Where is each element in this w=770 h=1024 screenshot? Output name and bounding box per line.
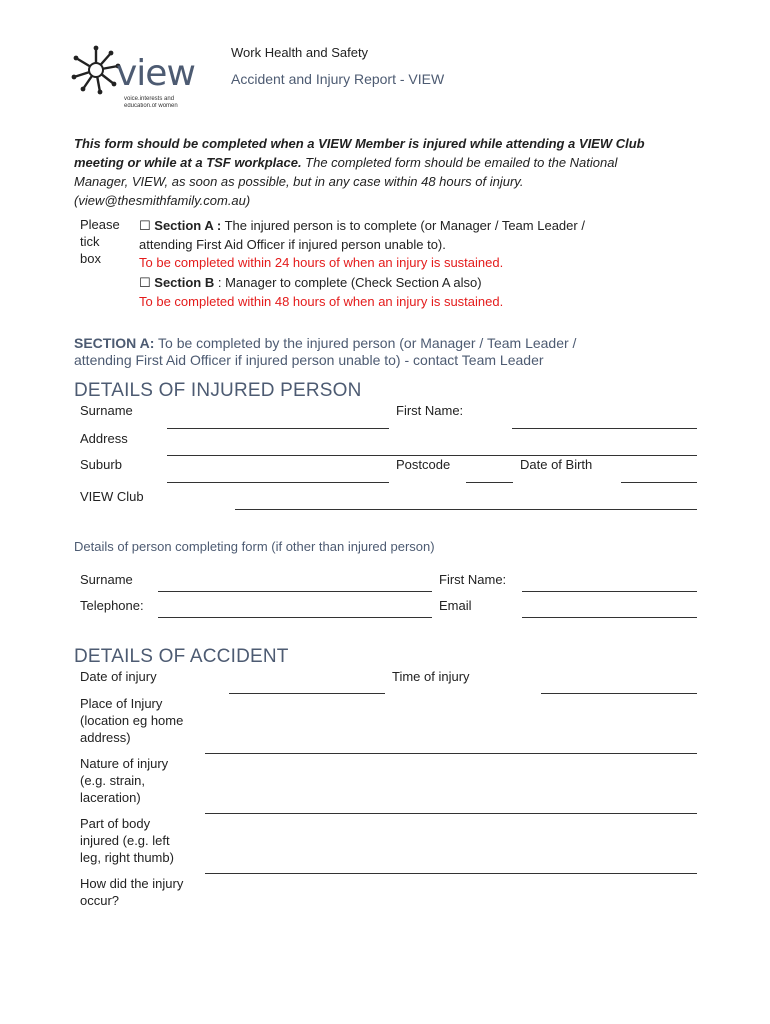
tick-label-3: box [80,251,101,266]
section-b-option-text: : Manager to complete (Check Section A also) [214,275,482,290]
section-a-checkbox[interactable]: ☐ [139,219,151,234]
section-a-label: SECTION A: [74,335,155,351]
tick-label [80,216,120,267]
accident-date-label: Date of injury [80,669,157,684]
accident-time-field[interactable] [541,693,697,694]
accident-how-label [80,875,183,909]
logo-tagline-2: education.of women [124,103,178,108]
section-a-option [139,217,699,271]
accident-date-field[interactable] [229,693,385,694]
accident-time-label: Time of injury [392,669,470,684]
injured-dob-label: Date of Birth [520,457,593,472]
accident-part-label-3: leg, right thumb) [80,850,174,865]
injured-club-field[interactable] [235,509,697,510]
section-a-option-text-2: attending First Aid Officer if injured person unable to). [139,237,446,252]
injured-first-name-field[interactable] [512,428,697,429]
accident-nature-label-3: laceration) [80,790,141,805]
accident-part-label-1: Part of body [80,816,151,831]
section-a-heading [74,335,714,369]
section-b-deadline: To be completed within 48 hours of when an injury is sustained. [139,294,504,309]
accident-heading: DETAILS OF ACCIDENT [74,646,289,667]
injured-surname-field[interactable] [167,428,389,429]
completer-email-label: Email [439,598,472,613]
accident-place-label-2: (location eg home [80,713,184,728]
logo-wordmark: view [116,53,195,94]
injured-suburb-label: Suburb [80,457,122,472]
accident-nature-label-1: Nature of injury [80,756,169,771]
injured-heading: DETAILS OF INJURED PERSON [74,380,362,401]
section-a-option-text-1: The injured person is to complete (or Manager / Team Leader / [221,218,585,233]
section-a-option-label: Section A : [154,218,222,233]
section-a-text-2: attending First Aid Officer if injured person unable to) - contact Team Leader [74,352,544,368]
section-b-checkbox[interactable]: ☐ [139,276,151,291]
completer-first-name-label: First Name: [439,572,507,587]
completer-telephone-field[interactable] [158,617,432,618]
injured-postcode-label: Postcode [396,457,451,472]
tick-label-2: tick [80,234,100,249]
completer-email-field[interactable] [522,617,697,618]
section-b-option [139,274,699,310]
injured-surname-label: Surname [80,403,133,418]
accident-place-label-3: address) [80,730,131,745]
completer-heading: Details of person completing form (if other than injured person) [74,539,435,554]
section-a-text-1: To be completed by the injured person (or Manager / Team Leader / [154,335,577,351]
completer-first-name-field[interactable] [522,591,697,592]
accident-place-label-1: Place of Injury [80,696,163,711]
accident-part-label-2: injured (e.g. left [80,833,170,848]
tick-label-1: Please [80,217,120,232]
header-subtitle: Accident and Injury Report - VIEW [231,71,445,87]
logo-tagline-1: voice.interests and [124,96,175,102]
completer-surname-field[interactable] [158,591,432,592]
injured-club-label: VIEW Club [80,489,144,504]
injured-first-name-label: First Name: [396,403,464,418]
accident-part-field[interactable] [205,873,697,874]
accident-place-label [80,695,183,746]
completer-telephone-label: Telephone: [80,598,144,613]
section-b-option-label: Section B [154,275,215,290]
accident-part-label [80,815,174,866]
accident-nature-field[interactable] [205,813,697,814]
header-title: Work Health and Safety [231,45,369,60]
injured-suburb-field[interactable] [167,482,389,483]
accident-how-label-2: occur? [80,893,120,908]
accident-nature-label [80,755,168,806]
intro-paragraph [74,134,674,210]
injured-postcode-field[interactable] [466,482,513,483]
injured-address-label: Address [80,431,128,446]
accident-nature-label-2: (e.g. strain, [80,773,146,788]
accident-how-label-1: How did the injury [80,876,184,891]
section-a-deadline: To be completed within 24 hours of when an injury is sustained. [139,255,504,270]
view-logo [70,44,195,110]
star-burst-icon [70,44,122,96]
intro-bold: This form should be completed when a VIEW Member is injured while attending a VIEW Club meeting or while at a TSF workplace. [74,136,645,170]
completer-surname-label: Surname [80,572,133,587]
intro-rest: The completed form should be emailed to the National Manager, VIEW, as soon as possible, but in any case within 48 hours of injury. (view@thesmithfamily.com.au) [74,155,618,208]
injured-dob-field[interactable] [621,482,697,483]
accident-place-field[interactable] [205,753,697,754]
